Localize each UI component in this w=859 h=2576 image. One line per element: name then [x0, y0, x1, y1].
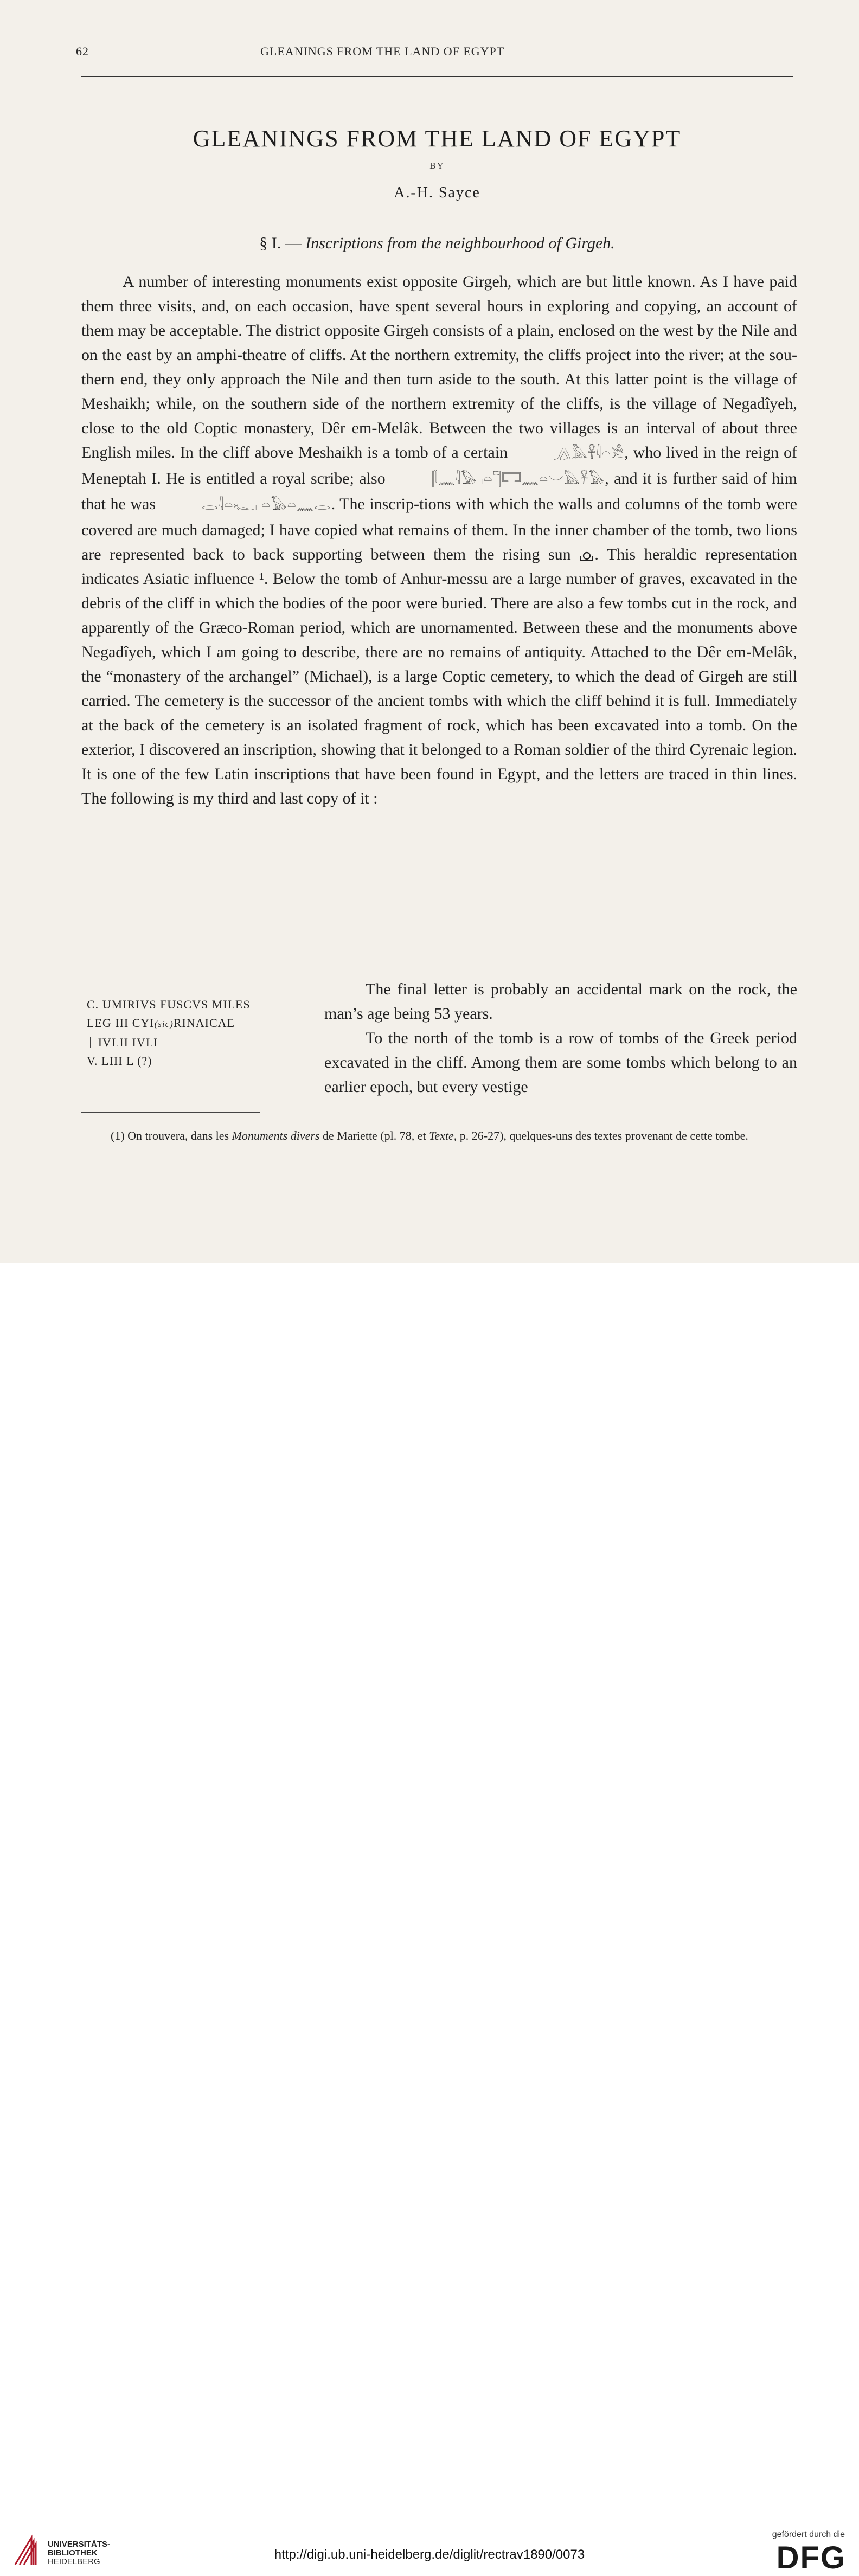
text-run: , and it is further said of him that he was: [81, 469, 798, 513]
inscription-line-3: ᛁ IVLII IVLI: [87, 1036, 158, 1049]
digital-url[interactable]: http://digi.ub.uni-heidelberg.de/diglit/rectrav1890/0073: [274, 2547, 585, 2562]
inscription-line-1: C. UMIRIVS FUSCVS MILES: [87, 998, 251, 1011]
text-run: Monuments divers: [232, 1129, 320, 1142]
right-column-text: [324, 977, 797, 1099]
library-name-line: UNIVERSITÄTS-: [48, 2540, 111, 2549]
right-paragraph-2: To the north of the tomb is a row of tombs of the Greek period excavated in the cliff. Among them are some tombs which belong to an earlier epoch, but every vestige: [324, 1029, 797, 1096]
byline-by: BY: [430, 160, 445, 171]
section-heading: [81, 234, 793, 253]
text-run: RINAICAE: [173, 1016, 235, 1030]
scanned-page: [0, 0, 859, 1263]
latin-inscription: [87, 995, 315, 1070]
footnote-rule: [81, 1112, 260, 1113]
right-paragraph-1: The final letter is probably an accidental mark on the rock, the man’s age being 53 years.: [324, 980, 797, 1023]
footnote: [81, 1128, 797, 1144]
paragraph-1: [81, 269, 797, 811]
library-name-line: HEIDELBERG: [48, 2557, 100, 2566]
inscription-line-4: V. LIII L (?): [87, 1054, 152, 1068]
funded-by-label: gefördert durch die: [772, 2530, 845, 2539]
text-run: A number of interesting monuments exist opposite Girgeh, which are but little known. As I have paid them three visits, and, on each occasion, have spent several hours in exploring and copying, an account of them may be acceptable. The district opposite Girgeh consists of a plain, enclosed on the west by the Nile and on the east by an amphi-theatre of cliffs. At the northern extremity, the cliffs project into the river; at the sou-thern end, they only approach the Nile and then turn aside to the south. At this latter point is the village of Meshaikh; while, on the southern side of the northern extremity of the cliffs, is the village of Negadîyeh, close to the old Coptic monastery, Dêr em-Melâk. Between the two villages is an interval of about three English miles. In the cliff above Meshaikh is a tomb of a certain: [81, 273, 797, 461]
text-run: Texte: [429, 1129, 454, 1142]
page-number: 62: [76, 44, 89, 58]
footer-bar: [0, 1263, 859, 2575]
hieroglyph-name-icon: 𓂻𓅓𓋹𓇋𓏏𓀀: [554, 445, 625, 462]
inscription-line-2: [87, 1014, 315, 1033]
rising-sun-icon: [579, 550, 594, 561]
article-title: GLEANINGS FROM THE LAND OF EGYPT: [193, 125, 682, 152]
text-run: (1) On trouvera, dans les: [111, 1129, 232, 1142]
header-rule: [81, 76, 793, 77]
hieroglyph-title-icon: 𓋴𓈖𓇋𓅃𓊪𓏏𓊹𓉐𓈖𓏏𓎟𓅓𓋹𓅃: [432, 471, 605, 488]
text-run: . This heraldic representation indicates Asiatic influence ¹. Below the tomb of Anhur-messu are a large number of graves, excavated in the debris of the cliff in which the bodies of the poor were buried. There are also a few tombs cut in the rock, and apparently of the Græco-Roman period, which are unornamented. Between these and the monuments above Negadîyeh, which I am going to describe, there are no remains of antiquity. Attached to the Dêr em-Melâk, the “monastery of the archangel” (Michael), is a large Coptic cemetery, to which the dead of Girgeh are still carried. The cemetery is the successor of the ancient tombs with which the cliff behind it is full. Immediately at the back of the cemetery is an isolated fragment of rock, which has been excavated into a tomb. On the exterior, I discovered an inscription, showing that it belonged to a Roman soldier of the third Cyrenaic legion. It is one of the few Latin inscriptions that have been found in Egypt, and the letters are traced in thin lines. The following is my third and last copy of it :: [81, 545, 798, 807]
text-run: , p. 26-27), quelques-uns des textes provenant de cette tombe.: [453, 1129, 748, 1142]
text-run: . The inscrip-tions with which the walls and columns of the tomb were covered are much damaged; I have copied what remains of them. In the inner chamber of the tomb, two lions are represented back to back supporting between them the rising sun: [81, 495, 797, 563]
library-name-line: BIBLIOTHEK: [48, 2548, 98, 2558]
section-mark: § I. —: [259, 234, 306, 252]
main-text: [81, 269, 797, 811]
text-run: LEG III CYI: [87, 1016, 155, 1030]
dfg-logo: DFG: [776, 2540, 846, 2575]
running-title: GLEANINGS FROM THE LAND OF EGYPT: [260, 44, 505, 58]
text-run: de Mariette (pl. 78, et: [319, 1129, 430, 1142]
author-name: A.-H. Sayce: [394, 184, 480, 201]
text-run: , who lived in the reign of Meneptah I. He is entitled a royal scribe; also: [81, 444, 797, 487]
sic-note: (sic): [154, 1019, 174, 1029]
hieroglyph-epithet-icon: 𓂋𓇋𓏏𓆑𓊪𓏏𓅃𓏏𓈖𓂋: [201, 497, 331, 513]
section-title: Inscriptions from the neighbourhood of Girgeh.: [305, 234, 615, 252]
